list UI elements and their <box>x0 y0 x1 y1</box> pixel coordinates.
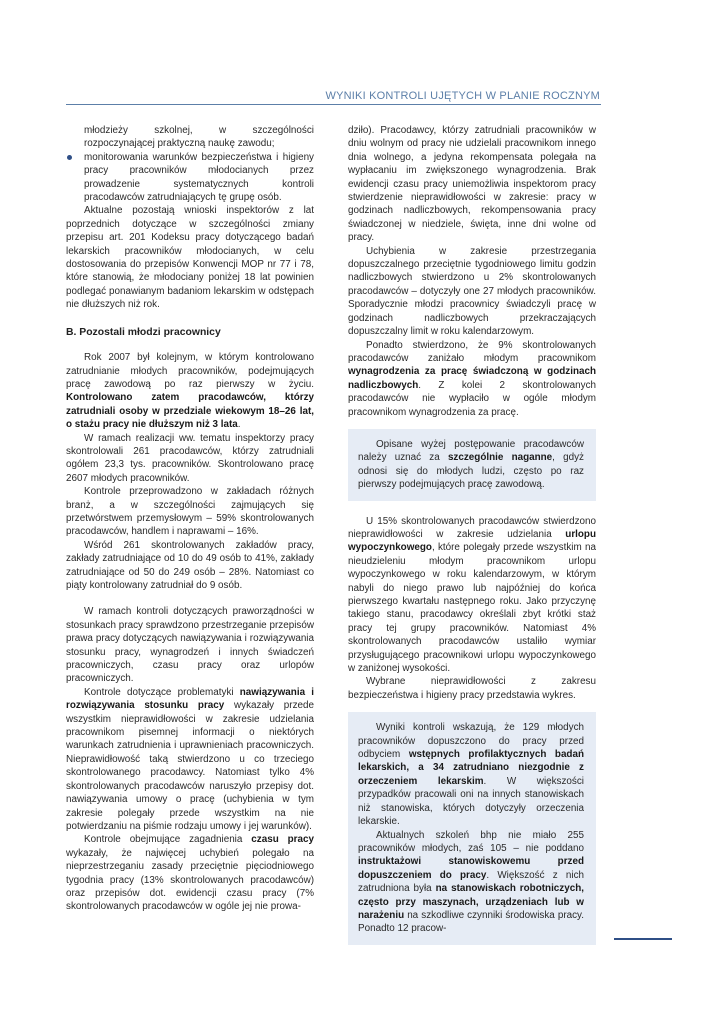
bullet-item-continued: młodzieży szkolnej, w szczególności rozpoczynającej praktyczną naukę zawodu; <box>84 125 314 150</box>
highlight-box <box>348 712 596 945</box>
text-run: U 15% skontrolowanych pracodawców stwierdzono nieprawidłowości w zakresie udzielania <box>348 515 596 540</box>
bold-text: nawiązywania i rozwiązywania stosunku pracy <box>66 686 314 712</box>
text-run: wykazały przede wszystkim nieprawidłowości w zakresie udzielania pracownikom pisemnej informacji o niektórych warunkach zatrudnienia i uprawnieniach pracowniczych. Nieprawidłowość taką stwierdzono u co trzeciego skontrolowanego pracodawcy. Natomiast tylko 4% skontrolowanych pracodawców naruszyło przepisy dot. nawiązywania umowy o pracę (uchybienia w tym zakresie polegały przede wszystkim na nie potwierdzaniu na piśmie rodzaju umowy i jej warunków). <box>66 700 314 832</box>
text-run: Rok 2007 był kolejnym, w którym kontrolowano zatrudnianie młodych pracowników, podejmujących pracę zawodową po raz pierwszy w życiu. <box>66 352 314 390</box>
page-header <box>0 0 724 112</box>
bold-text: instruktażowi stanowiskowemu przed dopuszczeniem do pracy <box>358 856 584 881</box>
paragraph: Uchybienia w zakresie przestrzegania dopuszczalnego przeciętnie tygodniowego limitu godzin nadliczbowych stwierdzono u 2% skontrolowanych pracodawców – dotyczyły one 27 młodych pracowników. Sporadycznie młodzi pracownicy świadczyli pracę w godzinach nadliczbowych przekraczających dopuszczalny limit w roku kalendarzowym. <box>348 245 596 338</box>
highlight-box <box>348 429 596 501</box>
paragraph: dziło). Pracodawcy, którzy zatrudniali pracowników w dniu wolnym od pracy nie udzielali pracownikom innego dnia wolnego, a jedyna rekompensata polegała na wypłacaniu im zwiększonego wynagrodzenia. Brak ewidencji czasu pracy uniemożliwia inspektorom pracy stwierdzenie nieprawidłowości w zakresie: pracy w godzinach nadliczbowych, rekompensowania pracy świadczonej w niedziele, święta, inne dni wolne od pracy. <box>348 125 596 244</box>
bullet-list <box>66 124 314 204</box>
text-run: . W większości przypadków pracowali oni na innych stanowiskach niż stanowiska, których dotyczyły orzeczenia lekarskie. <box>358 775 584 828</box>
bold-text: czasu pracy <box>251 834 314 846</box>
paragraph <box>358 829 584 936</box>
paragraph <box>348 339 596 419</box>
paragraph: Aktualne pozostają wnioski inspektorów z lat poprzednich dotyczące w szczególności zmiany przepisu art. 201 Kodeksu pracy dotyczącego badań lekarskich pracowników młodocianych, w celu dostosowania do przepisów Konwencji MOP nr 77 i 78, które stanowią, że młodociany poniżej 18 lat powinien podlegać ponawianym badaniom lekarskim w odstępach nie dłuższych niż rok. <box>66 205 314 311</box>
left-column <box>66 124 314 914</box>
bullet-item: monitorowania warunków bezpieczeństwa i higieny pracy pracowników młodocianych przez prowadzenie systematycznych kontroli pracodawców zatrudniających tę grupę osób. <box>66 151 314 205</box>
paragraph <box>66 833 314 913</box>
bold-text: na stanowiskach robotniczych, często przy maszynach, urządzeniach lub w narażeniu <box>358 883 584 921</box>
section-title: B. Pozostali młodzi pracownicy <box>66 326 221 338</box>
running-header-title: WYNIKI KONTROLI UJĘTYCH W PLANIE ROCZNYM <box>325 90 600 102</box>
header-rule <box>66 104 601 105</box>
text-run: . Z kolei 2 skontrolowanych pracodawców nie wypłaciło w ogóle młodym pracownikom wynagrodzenia za pracę. <box>348 379 596 418</box>
spacer <box>66 592 314 605</box>
text-run: Ponadto stwierdzono, że 9% skontrolowanych pracodawców zaniżało młodym pracownikom <box>348 339 596 364</box>
paragraph: Wśród 261 skontrolowanych zakładów pracy, zakłady zatrudniające od 10 do 49 osób to 41%, zakłady zatrudniające od 50 do 249 osób – 28%. Natomiast co piąty kontrolowany zatrudniał do 9 osób. <box>66 539 314 591</box>
paragraph <box>348 515 596 676</box>
text-run: Kontrole obejmujące zagadnienia <box>84 834 252 846</box>
paragraph <box>66 351 314 431</box>
right-column <box>348 124 596 959</box>
text-run: Opisane wyżej postępowanie pracodawców należy uznać za <box>358 438 584 464</box>
text-run: , które polegały przede wszystkim na nieudzieleniu młodym pracownikom urlopu wypoczynkowego w roku kalendarzowym, w którym nabyli do niego prawo lub najpóźniej do końca pierwszego kwartału następnego roku. Jako przyczynę takiego stanu, pracodawcy określali zbyt krótki staż pracy tej grupy pracowników. Natomiast 4% skontrolowanych pracodawców ustaliło wymiar przysługującego pracownikowi urlopu wypoczynkowego w zaniżonej wysokości. <box>348 542 596 675</box>
text-run: . <box>237 419 241 431</box>
text-run: Wyniki kontroli wskazują, że 129 młodych pracowników dopuszczono do pracy przed odbyciem <box>358 722 584 761</box>
bold-text: Kontrolowano zatem pracodawców, którzy zatrudniali osoby w przedziale wiekowym 18–26 lat, o stażu pracy nie dłuższym niż 3 lata <box>66 392 314 431</box>
text-run: na szkodliwe czynniki środowiska pracy. Ponadto 12 pracow- <box>358 909 584 935</box>
paragraph <box>358 721 584 828</box>
text-run: Aktualnych szkoleń bhp nie miało 255 pracowników młodych, zaś 105 – nie poddano <box>358 829 584 854</box>
paragraph: W ramach realizacji ww. tematu inspektorzy pracy skontrolowali 261 pracodawców, którzy zatrudniali ogółem 23,3 tys. pracowników. Skontrolowano pracę 2607 młodych pracowników. <box>66 432 314 484</box>
text-run: , gdyż odnosi się do młodych ludzi, często po raz pierwszy podejmujących pracę zawodową. <box>358 452 584 491</box>
bold-text: wynagrodzenia za pracę świadczoną w godzinach nadliczbowych <box>348 366 596 391</box>
paragraph <box>358 438 584 492</box>
paragraph: Kontrole przeprowadzono w zakładach różnych branż, a w szczególności zajmujących się przetwórstwem przemysłowym – 59% skontrolowanych pracodawców, handlem i naprawami – 16%. <box>66 486 314 538</box>
text-run: wykazały, że najwięcej uchybień polegało na nieprzestrzeganiu zasady przeciętnie pięciodniowego tygodnia pracy (13% skontrolowanych pracodawców) oraz przepisów dot. ewidencji czasu pracy (7% skontrolowanych pracodawców w ogóle jej nie prowa- <box>66 847 314 913</box>
bold-text: urlopu wypoczynkowego <box>348 528 596 554</box>
bold-text: wstępnych profilaktycznych badań lekarskich, a 34 zatrudniano niezgodnie z orzeczeniem lekarskim <box>358 749 584 787</box>
footer-rule <box>614 938 672 940</box>
bold-text: szczególnie naganne <box>447 452 553 464</box>
paragraph: W ramach kontroli dotyczących praworządności w stosunkach pracy sprawdzono przestrzeganie przepisów prawa pracy dotyczących nawiązywania i rozwiązywania stosunku pracy, wynagrodzeń i innych świadczeń pracowniczych, czasu pracy oraz urlopów pracowniczych. <box>66 606 314 685</box>
text-run: Kontrole dotyczące problematyki <box>84 686 240 698</box>
paragraph: Wybrane nieprawidłowości z zakresu bezpieczeństwa i higieny pracy przedstawia wykres. <box>348 676 596 701</box>
paragraph <box>66 686 314 833</box>
text-run: . Większość z nich zatrudniona była <box>358 869 584 895</box>
